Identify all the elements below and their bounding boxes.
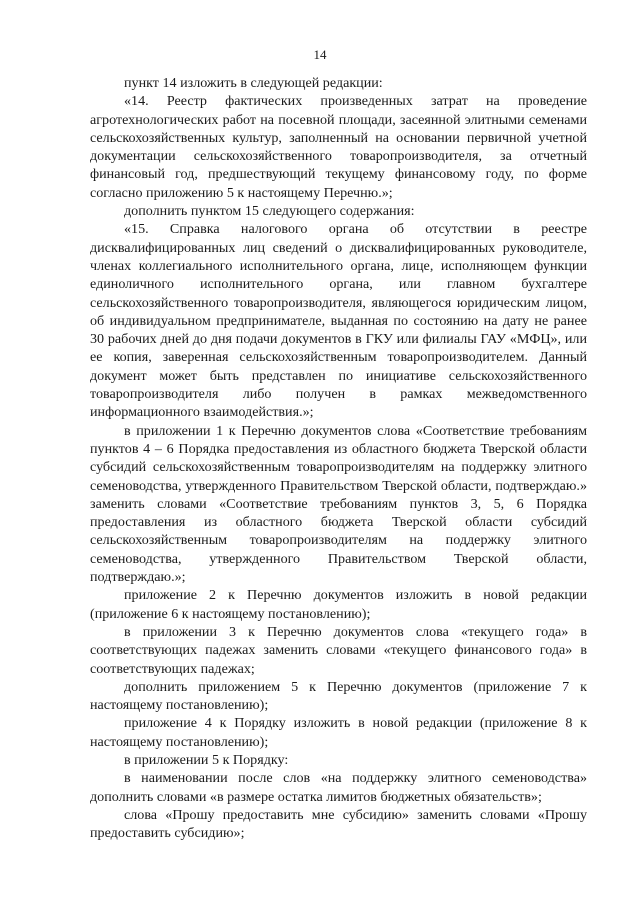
paragraph: пункт 14 изложить в следующей редакции: (124, 75, 383, 91)
document-body (90, 74, 587, 842)
paragraph: в наименовании после слов «на поддержку элитного семеноводства» дополнить словами «в размере остатка лимитов бюджетных обязательств»; (90, 770, 587, 805)
paragraph: «14. Реестр фактических произведенных затрат на проведение агротехнологических работ на посевной площади, засеянной элитными семенами сельскохозяйственных культур, заполненный на основании первичной учетной документации сельскохозяйственного товаропроизводителя, за отчетный финансовый год, предшествующий текущему финансовому году, по форме согласно приложению 5 к настоящему Перечню.»; (90, 93, 587, 201)
paragraph: в приложении 3 к Перечню документов слова «текущего года» в соответствующих падежах заменить словами «текущего финансового года» в соответствующих падежах; (90, 623, 587, 677)
page-number: 14 (313, 47, 327, 62)
paragraph: в приложении 5 к Порядку: (124, 751, 289, 768)
paragraph: приложение 4 к Порядку изложить в новой редакции (приложение 8 к настоящему постановлению); (90, 715, 587, 750)
paragraph: дополнить приложением 5 к Перечню документов (приложение 7 к настоящему постановлению); (90, 678, 587, 714)
paragraph: в приложении 1 к Перечню документов слова «Соответствие требованиям пунктов 4 – 6 Порядка предоставления из областного бюджета Тверской области субсидий сельскохозяйственным товаропроизводителям на поддержку элитного семеноводства, утвержденного Правительством Тверской области, подтверждаю.» заменить словами «Соответствие требованиям пунктов 3, 5, 6 Порядка предоставления из областного бюджета Тверской области субсидий сельскохозяйственным товаропроизводителям на поддержку элитного семеноводства, утвержденного Правительством Тверской области, подтверждаю.»; (90, 422, 587, 586)
paragraph: приложение 2 к Перечню документов изложить в новой редакции (приложение 6 к настоящему постановлению); (90, 587, 587, 622)
paragraph: слова «Прошу предоставить мне субсидию» заменить словами «Прошу предоставить субсидию»; (90, 806, 587, 842)
paragraph: «15. Справка налогового органа об отсутствии в реестре дисквалифицированных лиц сведений о дисквалифицированных руководителе, членах коллегиального исполнительного органа, лице, исполняющем функции единоличного исполнительного органа, или главном бухгалтере сельскохозяйственного товаропроизводителя, являющегося юридическим лицом, об индивидуальном предпринимателе, выданная по состоянию на дату не ранее 30 рабочих дней до дня подачи документов в ГКУ или филиалы ГАУ «МФЦ», или ее копия, заверенная сельскохозяйственным товаропроизводителем. Данный документ может быть представлен по инициативе сельскохозяйственного товаропроизводителя либо получен в рамках межведомственного информационного взаимодействия.»; (90, 221, 587, 421)
paragraph: дополнить пунктом 15 следующего содержания: (124, 203, 415, 220)
